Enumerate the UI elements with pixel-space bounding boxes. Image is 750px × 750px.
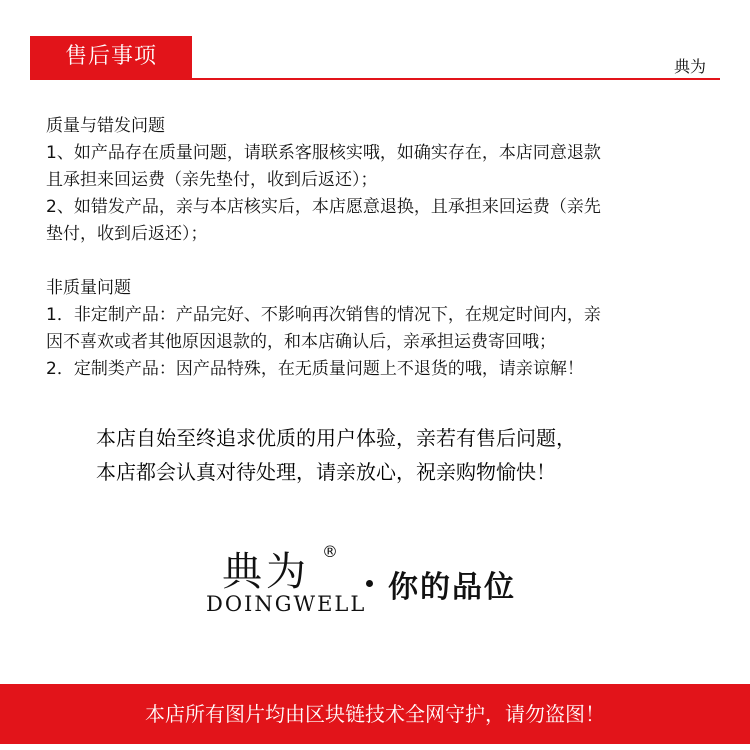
quality-section xyxy=(46,113,716,248)
header-divider xyxy=(30,78,720,80)
non-quality-line: 2．定制类产品：因产品特殊，在无质量问题上不退货的哦，请亲谅解！ xyxy=(46,359,584,379)
promise-line: 本店都会认真对待处理，请亲放心，祝亲购物愉快！ xyxy=(96,460,556,484)
policy-content xyxy=(46,113,716,383)
copyright-banner xyxy=(0,684,750,744)
quality-line: 2、如错发产品，亲与本店核实后，本店愿意退换，且承担来回运费（亲先 xyxy=(46,197,601,217)
quality-section-title: 质量与错发问题 xyxy=(46,116,165,136)
quality-line: 1、如产品存在质量问题，请联系客服核实哦，如确实存在，本店同意退款 xyxy=(46,143,601,163)
logo-slogan: 你的品位 xyxy=(388,570,516,605)
brand-logo xyxy=(206,540,566,630)
quality-line: 垫付，收到后返还）； xyxy=(46,224,208,244)
non-quality-line: 1．非定制产品：产品完好、不影响再次销售的情况下，在规定时间内，亲 xyxy=(46,305,601,325)
section-title: 售后事项 xyxy=(64,44,157,69)
section-title-tab xyxy=(30,36,192,78)
bullet-dot-icon xyxy=(366,580,373,587)
logo-english-name: DOINGWELL xyxy=(206,592,367,616)
non-quality-section xyxy=(46,275,716,383)
promise-line: 本店自始至终追求优质的用户体验，亲若有售后问题， xyxy=(96,426,576,450)
service-promise xyxy=(96,421,696,489)
copyright-text: 本店所有图片均由区块链技术全网守护，请勿盗图！ xyxy=(145,702,605,726)
registered-mark-icon: ® xyxy=(322,542,338,561)
non-quality-line: 因不喜欢或者其他原因退款的，和本店确认后，亲承担运费寄回哦； xyxy=(46,332,556,352)
header-brand-text: 典为 xyxy=(673,57,706,76)
non-quality-section-title: 非质量问题 xyxy=(46,278,131,298)
logo-name: 典为 xyxy=(222,549,310,595)
quality-line: 且承担来回运费（亲先垫付，收到后返还）； xyxy=(46,170,378,190)
